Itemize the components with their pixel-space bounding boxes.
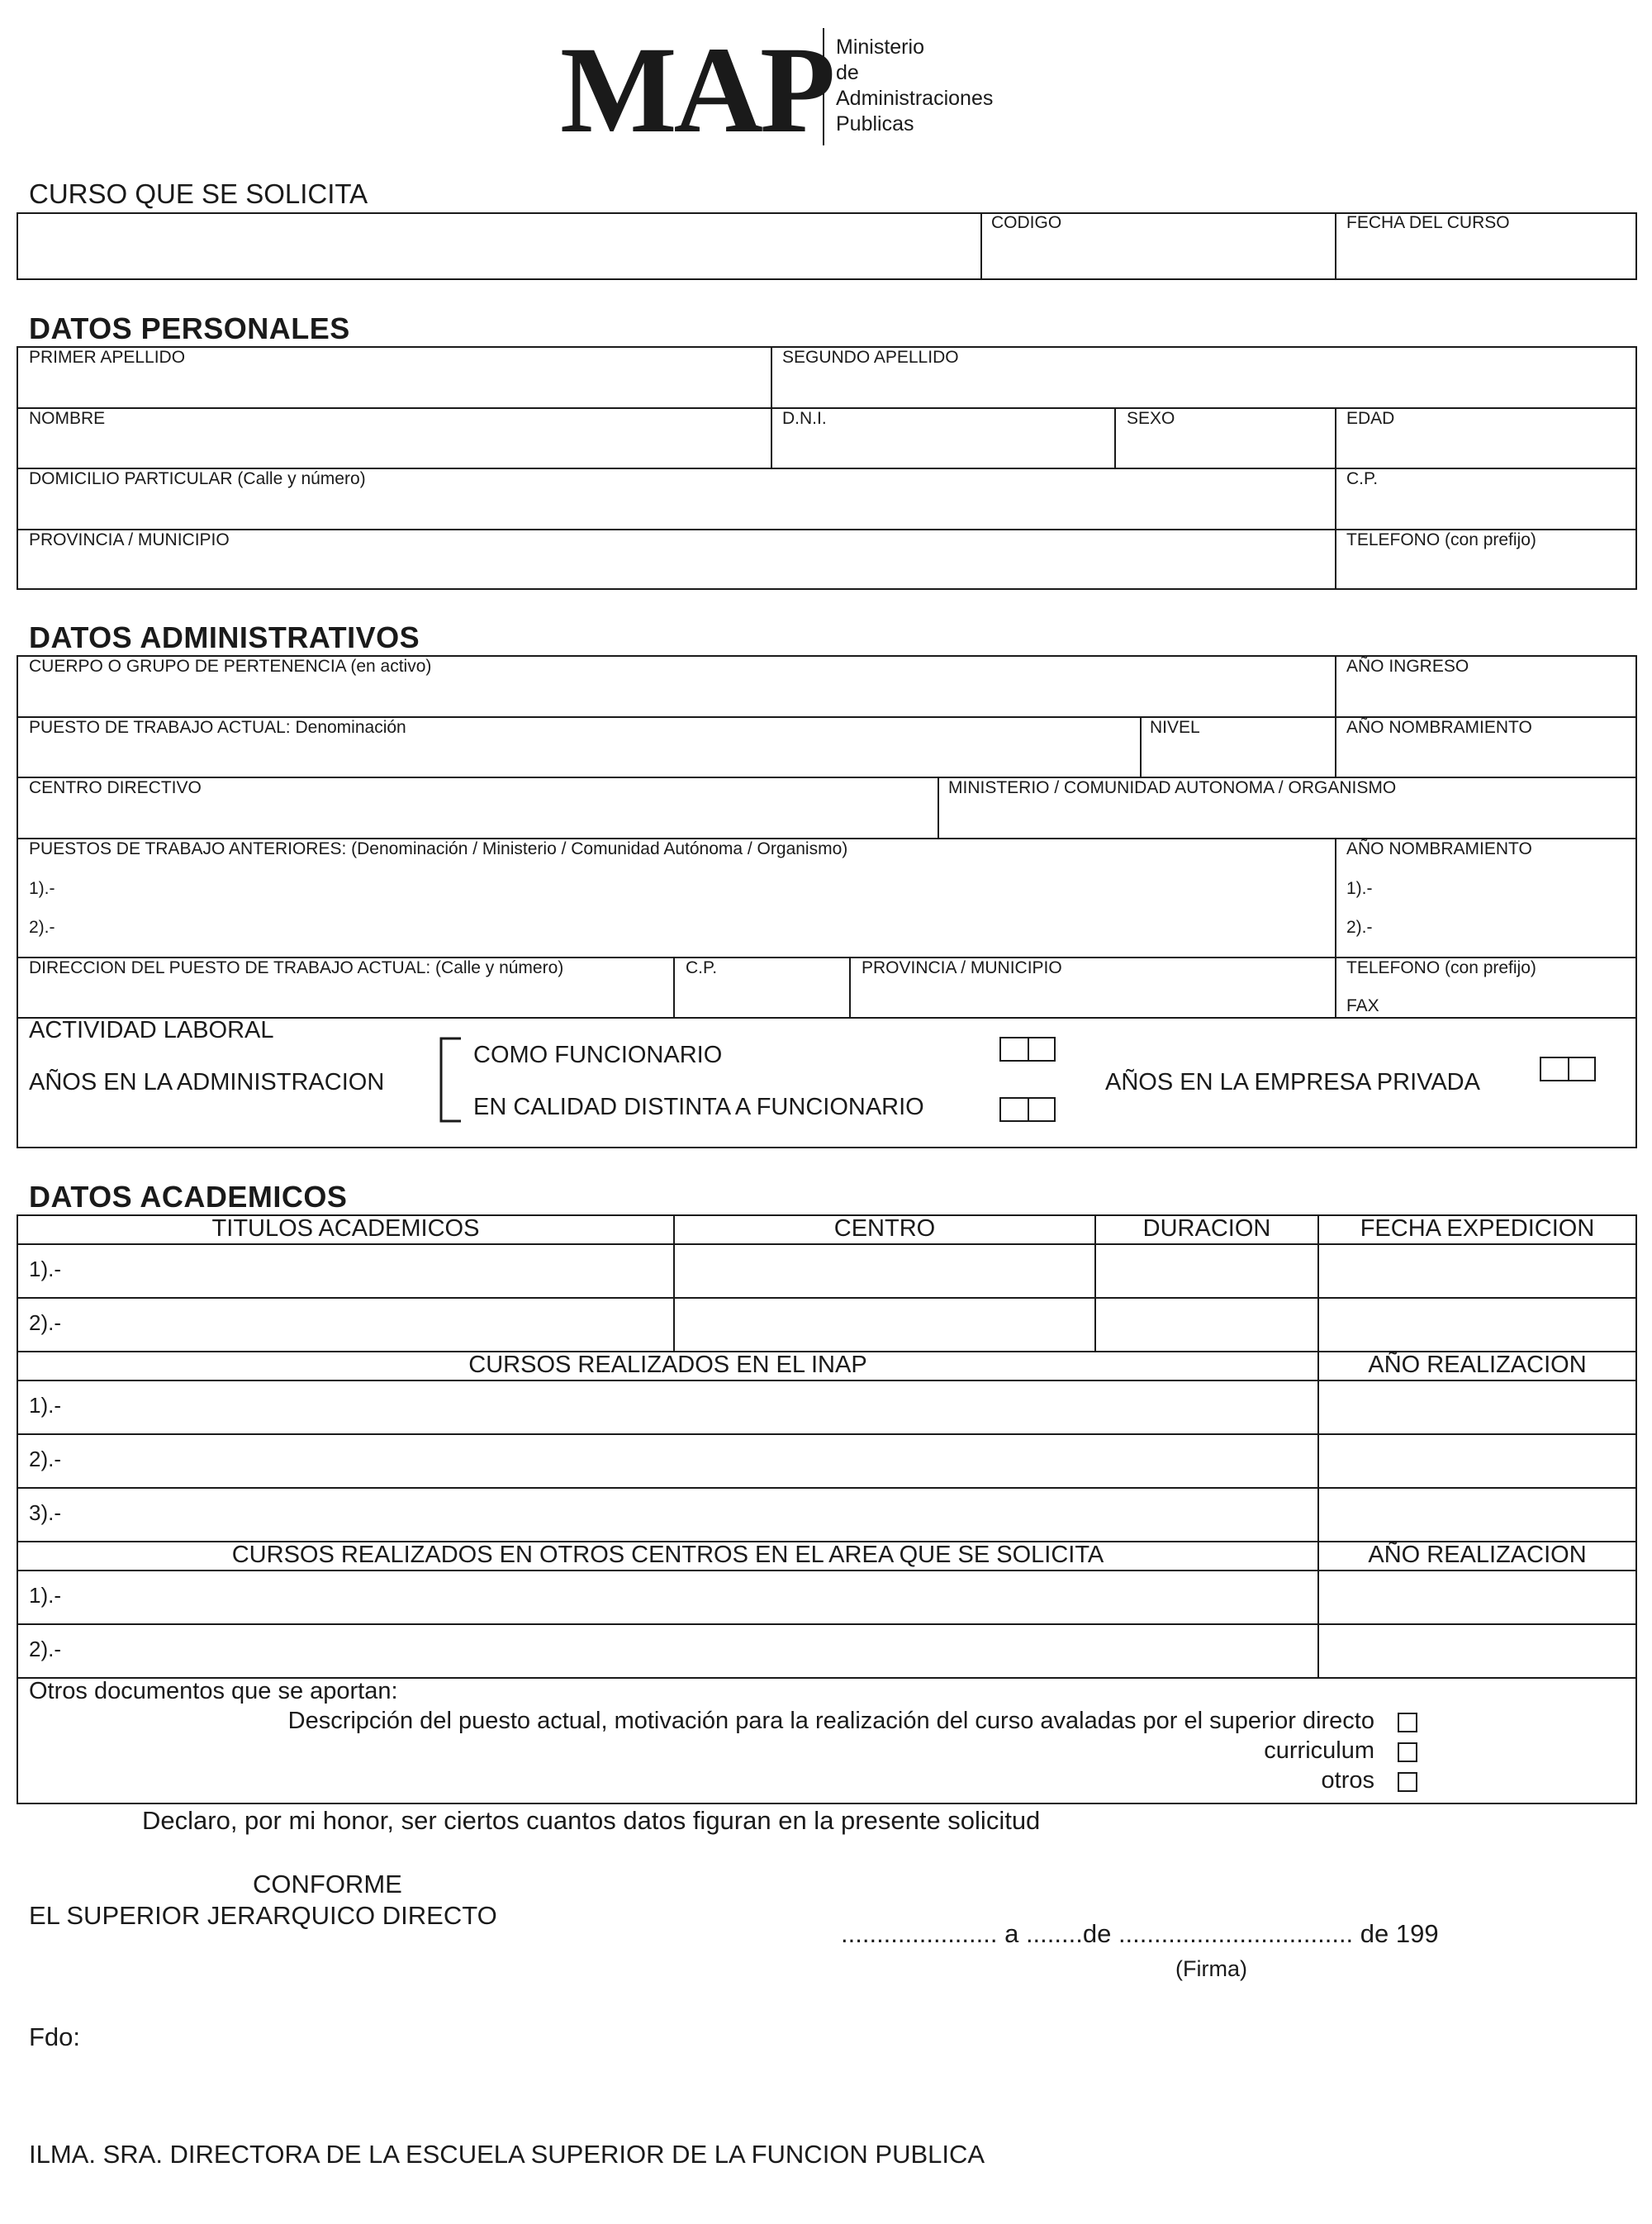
col-titulos-header: TITULOS ACADEMICOS (211, 1215, 480, 1242)
sexo-field[interactable] (1116, 409, 1333, 466)
dni-field[interactable] (772, 409, 1113, 466)
telefono-label: TELEFONO (con prefijo) (1346, 530, 1536, 549)
puesto-actual-label: PUESTO DE TRABAJO ACTUAL: Denominación (29, 718, 406, 737)
nombre-field[interactable] (18, 409, 769, 466)
superior-jerarquico-label: EL SUPERIOR JERARQUICO DIRECTO (29, 1901, 497, 1930)
doc-descripcion-label: Descripción del puesto actual, motivación para la realización del curso avaladas por el superior directo (287, 1708, 1374, 1734)
provincia-label: PROVINCIA / MUNICIPIO (29, 530, 230, 549)
logo-divider (823, 28, 824, 145)
centro-1-field[interactable] (675, 1245, 1093, 1295)
puesto-anterior-1-label: 1).- (29, 879, 55, 898)
telefono-puesto-label: TELEFONO (con prefijo) (1346, 958, 1536, 977)
inap-header: CURSOS REALIZADOS EN EL INAP (468, 1352, 867, 1378)
fdo-label: Fdo: (29, 2022, 81, 2051)
anio-anterior-1-field[interactable] (1384, 874, 1631, 910)
cp-label: C.P. (1346, 469, 1379, 488)
fecha-curso-label: FECHA DEL CURSO (1346, 213, 1510, 232)
como-funcionario-years-box[interactable] (999, 1037, 1056, 1062)
fecha-firma-line[interactable]: ...................... a ........de ................................. de 199 (841, 1919, 1439, 1948)
destinatario-text: ILMA. SRA. DIRECTORA DE LA ESCUELA SUPERIOR DE LA FUNCION PUBLICA (29, 2140, 985, 2169)
anio-anterior-1-label: 1).- (1346, 879, 1373, 898)
otros-curso-1-field[interactable] (74, 1571, 1316, 1622)
cp-puesto-field[interactable] (675, 958, 847, 1015)
duracion-1-field[interactable] (1096, 1245, 1316, 1295)
edad-field[interactable] (1336, 409, 1635, 466)
calidad-distinta-years-box[interactable] (999, 1097, 1056, 1122)
como-funcionario-label: COMO FUNCIONARIO (473, 1042, 723, 1068)
duracion-2-field[interactable] (1096, 1299, 1316, 1349)
actividad-laboral-label: ACTIVIDAD LABORAL (29, 1017, 274, 1043)
anio-anterior-2-field[interactable] (1384, 912, 1631, 953)
fax-label: FAX (1346, 996, 1379, 1015)
ministerio-field[interactable] (939, 778, 1635, 836)
anio-nombramiento-label: AÑO NOMBRAMIENTO (1346, 718, 1532, 737)
puesto-anterior-1-field[interactable] (66, 874, 1330, 910)
otros-curso-2-field[interactable] (74, 1625, 1316, 1675)
segundo-apellido-label: SEGUNDO APELLIDO (782, 348, 959, 367)
datos-academicos-title: DATOS ACADEMICOS (29, 1180, 348, 1214)
conforme-label: CONFORME (253, 1870, 402, 1898)
titulo-row-2-label: 2).- (29, 1310, 61, 1335)
nombre-label: NOMBRE (29, 409, 106, 428)
titulo-2-field[interactable] (74, 1299, 672, 1349)
doc-curriculum-checkbox[interactable] (1398, 1742, 1417, 1762)
direccion-puesto-field[interactable] (18, 958, 672, 1015)
direccion-puesto-label: DIRECCION DEL PUESTO DE TRABAJO ACTUAL: (Calle y número) (29, 958, 564, 977)
firma-area[interactable] (1074, 1983, 1487, 2016)
cuerpo-field[interactable] (18, 657, 1333, 715)
anios-administracion-label: AÑOS EN LA ADMINISTRACION (29, 1069, 385, 1095)
anio-nombramiento-field[interactable] (1336, 718, 1635, 775)
doc-otros-checkbox[interactable] (1398, 1772, 1417, 1792)
inap-anio-header: AÑO REALIZACION (1368, 1352, 1587, 1378)
curso-section-title: CURSO QUE SE SOLICITA (29, 178, 368, 209)
empresa-privada-years-box[interactable] (1540, 1057, 1596, 1081)
anio-ingreso-field[interactable] (1336, 657, 1635, 715)
centro-directivo-label: CENTRO DIRECTIVO (29, 778, 202, 797)
otros-centros-header: CURSOS REALIZADOS EN OTROS CENTROS EN EL AREA QUE SE SOLICITA (231, 1542, 1104, 1568)
otros-anio-header: AÑO REALIZACION (1368, 1542, 1587, 1568)
ministry-name: Ministerio de Administraciones Publicas (836, 36, 994, 135)
puesto-actual-field[interactable] (18, 718, 1138, 775)
otros-anio-1-field[interactable] (1319, 1571, 1635, 1622)
empresa-privada-label: AÑOS EN LA EMPRESA PRIVADA (1105, 1069, 1480, 1095)
datos-administrativos-title: DATOS ADMINISTRATIVOS (29, 620, 420, 654)
otros-anio-2-field[interactable] (1319, 1625, 1635, 1675)
titulo-1-field[interactable] (74, 1245, 672, 1295)
fecha-2-field[interactable] (1319, 1299, 1635, 1349)
cuerpo-label: CUERPO O GRUPO DE PERTENENCIA (en activo) (29, 657, 432, 676)
fecha-curso-field[interactable] (1336, 214, 1635, 278)
inap-anio-2-field[interactable] (1319, 1435, 1635, 1485)
col-duracion-header: DURACION (1142, 1215, 1271, 1242)
bracket-icon (436, 1037, 464, 1123)
anio-anterior-2-label: 2).- (1346, 918, 1373, 937)
puestos-anteriores-label: PUESTOS DE TRABAJO ANTERIORES: (Denominación / Ministerio / Comunidad Autónoma / Organismo) (29, 839, 848, 858)
sexo-label: SEXO (1127, 409, 1175, 428)
firma-label: (Firma) (1175, 1956, 1247, 1981)
datos-personales-title: DATOS PERSONALES (29, 311, 350, 345)
anio-nombramiento-anteriores-label: AÑO NOMBRAMIENTO (1346, 839, 1532, 858)
doc-descripcion-checkbox[interactable] (1398, 1713, 1417, 1732)
declaracion-text: Declaro, por mi honor, ser ciertos cuantos datos figuran en la presente solicitud (142, 1806, 1041, 1835)
edad-label: EDAD (1346, 409, 1395, 428)
inap-curso-1-field[interactable] (74, 1381, 1316, 1432)
domicilio-field[interactable] (18, 469, 1333, 527)
inap-row-1-label: 1).- (29, 1393, 61, 1418)
titulo-row-1-label: 1).- (29, 1257, 61, 1281)
codigo-label: CODIGO (991, 213, 1062, 232)
inap-row-3-label: 3).- (29, 1500, 61, 1525)
telefono-puesto-field[interactable] (1336, 980, 1635, 998)
cp-puesto-label: C.P. (686, 958, 718, 977)
inap-curso-3-field[interactable] (74, 1489, 1316, 1539)
nivel-label: NIVEL (1150, 718, 1200, 737)
col-fecha-header: FECHA EXPEDICION (1360, 1215, 1595, 1242)
map-logo: MAP (560, 21, 833, 159)
codigo-field[interactable] (982, 214, 1333, 278)
primer-apellido-field[interactable] (18, 348, 769, 406)
doc-curriculum-label: curriculum (1264, 1737, 1374, 1764)
provincia-puesto-field[interactable] (851, 958, 1333, 1015)
inap-anio-3-field[interactable] (1319, 1489, 1635, 1539)
nivel-field[interactable] (1142, 718, 1333, 775)
fecha-1-field[interactable] (1319, 1245, 1635, 1295)
puesto-anterior-2-label: 2).- (29, 918, 55, 937)
ministerio-label: MINISTERIO / COMUNIDAD AUTONOMA / ORGANISMO (948, 778, 1397, 797)
provincia-field[interactable] (18, 530, 1333, 588)
centro-directivo-field[interactable] (18, 778, 936, 836)
telefono-field[interactable] (1336, 530, 1635, 588)
col-centro-header: CENTRO (833, 1215, 936, 1242)
cp-field[interactable] (1336, 469, 1635, 527)
doc-otros-label: otros (1321, 1767, 1374, 1794)
calidad-distinta-label: EN CALIDAD DISTINTA A FUNCIONARIO (473, 1094, 924, 1120)
otros-row-1-label: 1).- (29, 1583, 61, 1608)
centro-2-field[interactable] (675, 1299, 1093, 1349)
curso-nombre-field[interactable] (18, 214, 979, 278)
puesto-anterior-2-field[interactable] (66, 912, 1330, 953)
inap-row-2-label: 2).- (29, 1447, 61, 1471)
otros-row-2-label: 2).- (29, 1637, 61, 1661)
segundo-apellido-field[interactable] (772, 348, 1635, 406)
otros-documentos-label: Otros documentos que se aportan: (29, 1678, 398, 1704)
inap-curso-2-field[interactable] (74, 1435, 1316, 1485)
inap-anio-1-field[interactable] (1319, 1381, 1635, 1432)
dni-label: D.N.I. (782, 409, 827, 428)
anio-ingreso-label: AÑO INGRESO (1346, 657, 1469, 676)
provincia-puesto-label: PROVINCIA / MUNICIPIO (862, 958, 1062, 977)
primer-apellido-label: PRIMER APELLIDO (29, 348, 186, 367)
domicilio-label: DOMICILIO PARTICULAR (Calle y número) (29, 469, 366, 488)
fdo-field[interactable] (99, 2021, 595, 2055)
